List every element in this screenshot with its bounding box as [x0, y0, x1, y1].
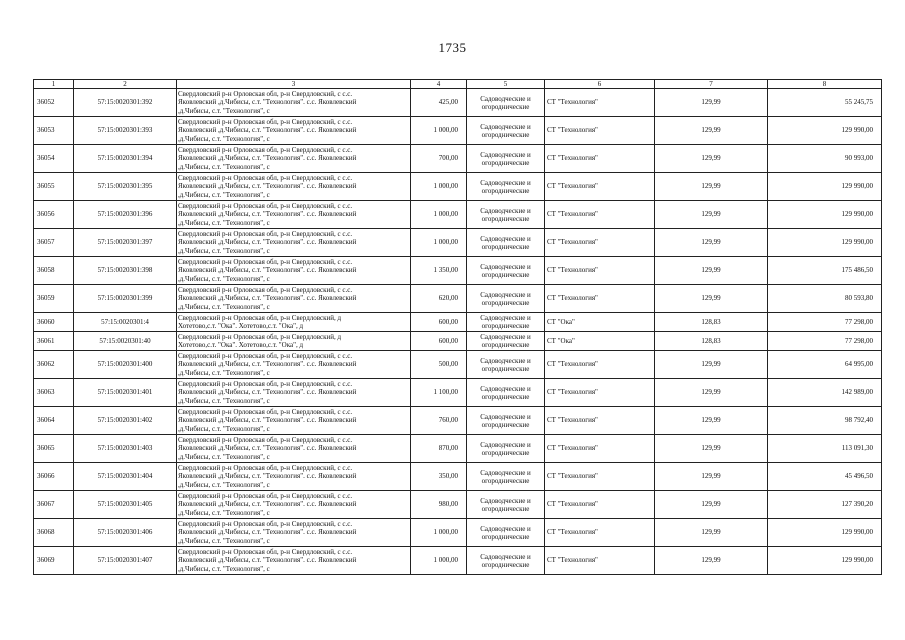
address-line: ,д.Чибисы, с.т. "Технология", с — [178, 508, 270, 517]
address-cell — [177, 435, 411, 463]
area-value: 1 350,00 — [411, 257, 467, 285]
address-line: Яковлевский ,д.Чибисы, с.т. "Технология". с.с. Яковлевский — [178, 360, 357, 369]
address-line: Свердловский р-н Орловская обл, р-н Свердловский, с с.с. — [178, 145, 353, 154]
table-row — [34, 379, 882, 407]
address-cell — [177, 463, 411, 491]
address-line: Яковлевский ,д.Чибисы, с.т. "Технология". с.с. Яковлевский — [178, 210, 357, 219]
owner-name: СТ "Ока" — [545, 332, 655, 351]
owner-name: СТ "Технология" — [545, 89, 655, 117]
purpose-line: огороднические — [481, 560, 530, 569]
purpose-line: Садоводческие и — [480, 468, 531, 477]
cadastral-number: 57:15:0020301:394 — [74, 145, 177, 173]
cadastral-number: 57:15:0020301:398 — [74, 257, 177, 285]
purpose-cell — [467, 89, 545, 117]
address-cell — [177, 407, 411, 435]
purpose-line: Садоводческие и — [480, 206, 531, 215]
cadastral-number: 57:15:0020301:407 — [74, 547, 177, 575]
row-number: 36053 — [34, 117, 74, 145]
address-cell — [177, 117, 411, 145]
cadastral-value: 127 390,20 — [768, 491, 882, 519]
owner-name: СТ "Ока" — [545, 313, 655, 332]
address-line: Яковлевский ,д.Чибисы, с.т. "Технология". с.с. Яковлевский — [178, 294, 357, 303]
table-row — [34, 285, 882, 313]
address-line: Свердловский р-н Орловская обл, р-н Свердловский, с с.с. — [178, 117, 353, 126]
cadastral-value: 129 990,00 — [768, 117, 882, 145]
header-row — [34, 80, 882, 89]
address-line: Яковлевский ,д.Чибисы, с.т. "Технология". с.с. Яковлевский — [178, 154, 357, 163]
address-line: Свердловский р-н Орловская обл, р-н Свердловский, с с.с. — [178, 379, 353, 388]
purpose-line: огороднические — [481, 532, 530, 541]
rate-value: 129,99 — [655, 379, 768, 407]
address-line: ,д.Чибисы, с.т. "Технология", с — [178, 452, 270, 461]
purpose-line: огороднические — [481, 420, 530, 429]
purpose-line: Садоводческие и — [480, 234, 531, 243]
address-cell — [177, 229, 411, 257]
address-cell — [177, 519, 411, 547]
row-number: 36056 — [34, 201, 74, 229]
purpose-cell — [467, 519, 545, 547]
area-value: 700,00 — [411, 145, 467, 173]
row-number: 36064 — [34, 407, 74, 435]
cadastral-number: 57:15:0020301:403 — [74, 435, 177, 463]
address-line: ,д.Чибисы, с.т. "Технология", с — [178, 396, 270, 405]
cadastral-number: 57:15:0020301:392 — [74, 89, 177, 117]
area-value: 1 000,00 — [411, 547, 467, 575]
address-cell — [177, 313, 411, 332]
rate-value: 129,99 — [655, 285, 768, 313]
rate-value: 129,99 — [655, 229, 768, 257]
column-header: 8 — [768, 80, 882, 89]
purpose-cell — [467, 463, 545, 491]
address-line: Свердловский р-н Орловская обл, р-н Свердловский, с с.с. — [178, 285, 353, 294]
rate-value: 129,99 — [655, 201, 768, 229]
cadastral-value: 55 245,75 — [768, 89, 882, 117]
address-cell — [177, 351, 411, 379]
owner-name: СТ "Технология" — [545, 351, 655, 379]
address-line: Свердловский р-н Орловская обл, р-н Свердловский, с с.с. — [178, 463, 353, 472]
cadastral-value: 64 995,00 — [768, 351, 882, 379]
cadastral-number: 57:15:0020301:399 — [74, 285, 177, 313]
table-row — [34, 435, 882, 463]
table-row — [34, 519, 882, 547]
address-line: Свердловский р-н Орловская обл, р-н Свердловский, д — [178, 332, 342, 341]
cadastral-number: 57:15:0020301:405 — [74, 491, 177, 519]
address-line: ,д.Чибисы, с.т. "Технология", с — [178, 368, 270, 377]
table-row — [34, 229, 882, 257]
purpose-cell — [467, 201, 545, 229]
address-line: ,д.Чибисы, с.т. "Технология", с — [178, 536, 270, 545]
cadastral-number: 57:15:0020301:397 — [74, 229, 177, 257]
purpose-line: огороднические — [481, 158, 530, 167]
area-value: 870,00 — [411, 435, 467, 463]
purpose-cell — [467, 173, 545, 201]
purpose-line: огороднические — [481, 102, 530, 111]
purpose-line: Садоводческие и — [480, 314, 531, 322]
owner-name: СТ "Технология" — [545, 229, 655, 257]
address-cell — [177, 89, 411, 117]
owner-name: СТ "Технология" — [545, 201, 655, 229]
owner-name: СТ "Технология" — [545, 407, 655, 435]
cadastral-value: 129 990,00 — [768, 173, 882, 201]
area-value: 620,00 — [411, 285, 467, 313]
purpose-line: Садоводческие и — [480, 122, 531, 131]
address-line: Свердловский р-н Орловская обл, р-н Свердловский, с с.с. — [178, 491, 353, 500]
purpose-cell — [467, 285, 545, 313]
row-number: 36055 — [34, 173, 74, 201]
purpose-line: огороднические — [481, 504, 530, 513]
address-line: Яковлевский ,д.Чибисы, с.т. "Технология". с.с. Яковлевский — [178, 238, 357, 247]
table-row — [34, 201, 882, 229]
row-number: 36063 — [34, 379, 74, 407]
purpose-cell — [467, 257, 545, 285]
purpose-line: Садоводческие и — [480, 524, 531, 533]
owner-name: СТ "Технология" — [545, 435, 655, 463]
address-cell — [177, 285, 411, 313]
purpose-line: Садоводческие и — [480, 262, 531, 271]
purpose-cell — [467, 313, 545, 332]
cadastral-value: 77 298,00 — [768, 332, 882, 351]
purpose-cell — [467, 332, 545, 351]
row-number: 36054 — [34, 145, 74, 173]
purpose-cell — [467, 491, 545, 519]
purpose-cell — [467, 547, 545, 575]
row-number: 36060 — [34, 313, 74, 332]
address-line: Яковлевский ,д.Чибисы, с.т. "Технология". с.с. Яковлевский — [178, 500, 357, 509]
address-cell — [177, 547, 411, 575]
address-cell — [177, 379, 411, 407]
purpose-line: огороднические — [481, 130, 530, 139]
cadastral-value: 129 990,00 — [768, 229, 882, 257]
address-line: Яковлевский ,д.Чибисы, с.т. "Технология". с.с. Яковлевский — [178, 98, 357, 107]
rate-value: 129,99 — [655, 117, 768, 145]
cadastral-value: 77 298,00 — [768, 313, 882, 332]
purpose-line: огороднические — [481, 322, 530, 330]
table-row — [34, 313, 882, 332]
address-line: ,д.Чибисы, с.т. "Технология", с — [178, 134, 270, 143]
purpose-line: Садоводческие и — [480, 150, 531, 159]
cadastral-number: 57:15:0020301:400 — [74, 351, 177, 379]
owner-name: СТ "Технология" — [545, 519, 655, 547]
purpose-line: Садоводческие и — [480, 94, 531, 103]
address-line: Яковлевский ,д.Чибисы, с.т. "Технология". с.с. Яковлевский — [178, 182, 357, 191]
column-header: 4 — [411, 80, 467, 89]
address-line: Яковлевский ,д.Чибисы, с.т. "Технология". с.с. Яковлевский — [178, 472, 357, 481]
address-line: Яковлевский ,д.Чибисы, с.т. "Технология". с.с. Яковлевский — [178, 416, 357, 425]
table-row — [34, 257, 882, 285]
address-line: Яковлевский ,д.Чибисы, с.т. "Технология". с.с. Яковлевский — [178, 126, 357, 135]
cadastral-value: 129 990,00 — [768, 519, 882, 547]
area-value: 1 000,00 — [411, 117, 467, 145]
cadastral-number: 57:15:0020301:402 — [74, 407, 177, 435]
rate-value: 129,99 — [655, 351, 768, 379]
address-cell — [177, 491, 411, 519]
area-value: 350,00 — [411, 463, 467, 491]
column-header: 5 — [467, 80, 545, 89]
address-line: ,д.Чибисы, с.т. "Технология", с — [178, 162, 270, 171]
table-row — [34, 332, 882, 351]
cadastral-number: 57:15:0020301:40 — [74, 332, 177, 351]
address-line: Свердловский р-н Орловская обл, р-н Свердловский, с с.с. — [178, 435, 353, 444]
row-number: 36067 — [34, 491, 74, 519]
address-line: Свердловский р-н Орловская обл, р-н Свердловский, с с.с. — [178, 201, 353, 210]
row-number: 36052 — [34, 89, 74, 117]
register-table — [33, 79, 882, 575]
purpose-line: Садоводческие и — [480, 384, 531, 393]
table-row — [34, 351, 882, 379]
table-row — [34, 89, 882, 117]
cadastral-number: 57:15:0020301:395 — [74, 173, 177, 201]
rate-value: 129,99 — [655, 145, 768, 173]
rate-value: 129,99 — [655, 257, 768, 285]
cadastral-number: 57:15:0020301:393 — [74, 117, 177, 145]
column-header: 2 — [74, 80, 177, 89]
owner-name: СТ "Технология" — [545, 463, 655, 491]
address-line: Свердловский р-н Орловская обл, р-н Свердловский, с с.с. — [178, 351, 353, 360]
cadastral-value: 129 990,00 — [768, 547, 882, 575]
area-value: 760,00 — [411, 407, 467, 435]
cadastral-value: 142 989,00 — [768, 379, 882, 407]
address-line: Яковлевский ,д.Чибисы, с.т. "Технология". с.с. Яковлевский — [178, 556, 357, 565]
rate-value: 129,99 — [655, 519, 768, 547]
address-line: Свердловский р-н Орловская обл, р-н Свердловский, с с.с. — [178, 547, 353, 556]
address-line: Хотетово,с.т. "Ока". Хотетово,с.т. "Ока", д — [178, 322, 304, 330]
cadastral-value: 175 486,50 — [768, 257, 882, 285]
page-number: 1735 — [438, 40, 467, 55]
cadastral-number: 57:15:0020301:406 — [74, 519, 177, 547]
rate-value: 128,83 — [655, 313, 768, 332]
cadastral-value: 129 990,00 — [768, 201, 882, 229]
address-line: Яковлевский ,д.Чибисы, с.т. "Технология". с.с. Яковлевский — [178, 266, 357, 275]
rate-value: 129,99 — [655, 463, 768, 491]
cadastral-value: 98 792,40 — [768, 407, 882, 435]
owner-name: СТ "Технология" — [545, 117, 655, 145]
column-header: 7 — [655, 80, 768, 89]
cadastral-value: 80 593,80 — [768, 285, 882, 313]
purpose-line: огороднические — [481, 364, 530, 373]
column-header: 6 — [545, 80, 655, 89]
owner-name: СТ "Технология" — [545, 173, 655, 201]
cadastral-number: 57:15:0020301:396 — [74, 201, 177, 229]
cadastral-value: 113 091,30 — [768, 435, 882, 463]
area-value: 1 100,00 — [411, 379, 467, 407]
rate-value: 129,99 — [655, 173, 768, 201]
rate-value: 129,99 — [655, 435, 768, 463]
owner-name: СТ "Технология" — [545, 145, 655, 173]
address-cell — [177, 332, 411, 351]
address-line: ,д.Чибисы, с.т. "Технология", с — [178, 274, 270, 283]
owner-name: СТ "Технология" — [545, 547, 655, 575]
address-line: Свердловский р-н Орловская обл, р-н Свердловский, с с.с. — [178, 407, 353, 416]
purpose-cell — [467, 379, 545, 407]
purpose-cell — [467, 435, 545, 463]
rate-value: 129,99 — [655, 407, 768, 435]
owner-name: СТ "Технология" — [545, 285, 655, 313]
purpose-cell — [467, 229, 545, 257]
purpose-line: Садоводческие и — [480, 178, 531, 187]
purpose-cell — [467, 351, 545, 379]
purpose-line: огороднические — [481, 214, 530, 223]
owner-name: СТ "Технология" — [545, 379, 655, 407]
row-number: 36061 — [34, 332, 74, 351]
address-line: ,д.Чибисы, с.т. "Технология", с — [178, 190, 270, 199]
address-line: Свердловский р-н Орловская обл, р-н Свердловский, с с.с. — [178, 89, 353, 98]
address-line: Яковлевский ,д.Чибисы, с.т. "Технология". с.с. Яковлевский — [178, 388, 357, 397]
rate-value: 129,99 — [655, 491, 768, 519]
area-value: 600,00 — [411, 332, 467, 351]
row-number: 36065 — [34, 435, 74, 463]
table-row — [34, 407, 882, 435]
column-header: 3 — [177, 80, 411, 89]
purpose-cell — [467, 407, 545, 435]
table-row — [34, 117, 882, 145]
area-value: 600,00 — [411, 313, 467, 332]
purpose-line: Садоводческие и — [480, 440, 531, 449]
rate-value: 128,83 — [655, 332, 768, 351]
address-line: ,д.Чибисы, с.т. "Технология", с — [178, 302, 270, 311]
area-value: 500,00 — [411, 351, 467, 379]
address-cell — [177, 257, 411, 285]
address-line: Свердловский р-н Орловская обл, р-н Свердловский, с с.с. — [178, 173, 353, 182]
address-line: ,д.Чибисы, с.т. "Технология", с — [178, 106, 270, 115]
area-value: 1 000,00 — [411, 519, 467, 547]
purpose-line: Садоводческие и — [480, 496, 531, 505]
address-line: Свердловский р-н Орловская обл, р-н Свердловский, д — [178, 313, 342, 322]
row-number: 36057 — [34, 229, 74, 257]
address-cell — [177, 173, 411, 201]
cadastral-value: 45 496,50 — [768, 463, 882, 491]
cadastral-number: 57:15:0020301:404 — [74, 463, 177, 491]
purpose-line: огороднические — [481, 270, 530, 279]
table-row — [34, 173, 882, 201]
owner-name: СТ "Технология" — [545, 257, 655, 285]
purpose-line: огороднические — [481, 341, 530, 349]
purpose-line: огороднические — [481, 242, 530, 251]
address-line: ,д.Чибисы, с.т. "Технология", с — [178, 424, 270, 433]
area-value: 1 000,00 — [411, 229, 467, 257]
column-header: 1 — [34, 80, 74, 89]
address-cell — [177, 201, 411, 229]
area-value: 1 000,00 — [411, 201, 467, 229]
table-row — [34, 145, 882, 173]
purpose-line: огороднические — [481, 186, 530, 195]
purpose-line: Садоводческие и — [480, 290, 531, 299]
purpose-line: огороднические — [481, 476, 530, 485]
purpose-line: Садоводческие и — [480, 333, 531, 341]
rate-value: 129,99 — [655, 89, 768, 117]
table-row — [34, 463, 882, 491]
table-row — [34, 547, 882, 575]
address-line: Свердловский р-н Орловская обл, р-н Свердловский, с с.с. — [178, 257, 353, 266]
row-number: 36066 — [34, 463, 74, 491]
cadastral-value: 90 993,00 — [768, 145, 882, 173]
address-line: Свердловский р-н Орловская обл, р-н Свердловский, с с.с. — [178, 229, 353, 238]
address-line: Яковлевский ,д.Чибисы, с.т. "Технология". с.с. Яковлевский — [178, 528, 357, 537]
row-number: 36062 — [34, 351, 74, 379]
cadastral-number: 57:15:0020301:4 — [74, 313, 177, 332]
row-number: 36058 — [34, 257, 74, 285]
purpose-line: огороднические — [481, 448, 530, 457]
purpose-cell — [467, 117, 545, 145]
address-line: Хотетово,с.т. "Ока". Хотетово,с.т. "Ока", д — [178, 341, 304, 349]
area-value: 980,00 — [411, 491, 467, 519]
address-line: Яковлевский ,д.Чибисы, с.т. "Технология". с.с. Яковлевский — [178, 444, 357, 453]
purpose-line: огороднические — [481, 392, 530, 401]
area-value: 1 000,00 — [411, 173, 467, 201]
address-line: Свердловский р-н Орловская обл, р-н Свердловский, с с.с. — [178, 519, 353, 528]
owner-name: СТ "Технология" — [545, 491, 655, 519]
purpose-cell — [467, 145, 545, 173]
purpose-line: Садоводческие и — [480, 356, 531, 365]
address-line: ,д.Чибисы, с.т. "Технология", с — [178, 246, 270, 255]
row-number: 36068 — [34, 519, 74, 547]
address-cell — [177, 145, 411, 173]
row-number: 36059 — [34, 285, 74, 313]
table-body — [34, 89, 882, 575]
cadastral-number: 57:15:0020301:401 — [74, 379, 177, 407]
rate-value: 129,99 — [655, 547, 768, 575]
purpose-line: Садоводческие и — [480, 412, 531, 421]
area-value: 425,00 — [411, 89, 467, 117]
purpose-line: огороднические — [481, 298, 530, 307]
purpose-line: Садоводческие и — [480, 552, 531, 561]
address-line: ,д.Чибисы, с.т. "Технология", с — [178, 564, 270, 573]
address-line: ,д.Чибисы, с.т. "Технология", с — [178, 480, 270, 489]
row-number: 36069 — [34, 547, 74, 575]
table-row — [34, 491, 882, 519]
address-line: ,д.Чибисы, с.т. "Технология", с — [178, 218, 270, 227]
